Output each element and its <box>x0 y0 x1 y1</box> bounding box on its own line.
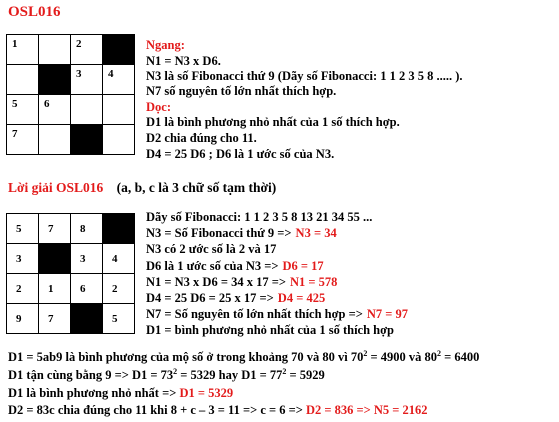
solution-step <box>146 275 337 290</box>
step-result: N1 = 578 <box>289 274 338 289</box>
black-cell <box>103 35 135 65</box>
black-cell <box>71 304 103 334</box>
cell-number: 2 <box>112 282 118 295</box>
superscript: 2 <box>363 348 368 358</box>
cell-number: 1 <box>12 38 18 50</box>
cell-number: 3 <box>16 252 22 265</box>
grid-cell <box>7 95 39 125</box>
solution-note: (a, b, c là 3 chữ số tạm thời) <box>116 180 277 195</box>
cell-number: 1 <box>48 282 54 295</box>
cell-number: 2 <box>76 38 82 50</box>
solution-line-1 <box>8 350 479 365</box>
cell-number: 6 <box>44 98 50 110</box>
grid-row <box>7 95 135 125</box>
superscript: 2 <box>282 366 287 376</box>
grid-cell <box>7 65 39 95</box>
grid-cell <box>7 125 39 155</box>
grid-cell <box>71 35 103 65</box>
grid-cell <box>71 95 103 125</box>
grid-cell <box>71 214 103 244</box>
arrow-text: => <box>356 403 371 417</box>
solution-line-2 <box>8 368 325 383</box>
down-clue: D2 chia đúng cho 11. <box>146 131 257 145</box>
down-clue: D4 = 25 D6 ; D6 là 1 ước số của N3. <box>146 147 335 161</box>
solution-line-4 <box>8 403 428 418</box>
across-clue: N7 số nguyên tố lớn nhất thích hợp. <box>146 84 337 98</box>
grid-row <box>7 35 135 65</box>
cell-number: 6 <box>80 282 86 295</box>
black-cell <box>39 244 71 274</box>
cell-number: 7 <box>48 222 54 235</box>
grid-cell <box>7 274 39 304</box>
cell-number: 9 <box>16 312 22 325</box>
line-text: D1 = 5ab9 là bình phương của mộ số ở trong khoảng 70 và 80 vì 70 <box>8 350 364 364</box>
solution-step <box>146 307 408 322</box>
black-cell <box>39 65 71 95</box>
grid-cell <box>39 95 71 125</box>
step-text: D4 = 25 D6 = 25 x 17 => <box>146 291 274 305</box>
grid-cell <box>7 244 39 274</box>
grid-row <box>7 244 135 274</box>
cell-number: 3 <box>80 252 86 265</box>
grid-cell <box>103 244 135 274</box>
black-cell <box>71 125 103 155</box>
step-text: N3 có 2 ước số là 2 và 17 <box>146 242 277 257</box>
result-text: D2 = 836 <box>305 403 354 417</box>
cell-number: 5 <box>16 222 22 235</box>
grid-cell <box>103 274 135 304</box>
grid-cell <box>103 125 135 155</box>
superscript: 2 <box>437 348 442 358</box>
step-result: D4 = 425 <box>277 291 326 305</box>
cell-number: 7 <box>12 128 18 140</box>
solution-step <box>146 242 276 257</box>
line-text: = 5329 hay D1 = 77 <box>177 368 283 382</box>
step-text: N3 = Số Fibonacci thứ 9 => <box>146 226 292 241</box>
cell-number: 4 <box>112 252 118 265</box>
line-text: = 4900 và 80 <box>367 350 438 364</box>
step-text: Dãy số Fibonacci: 1 1 2 3 5 8 13 21 34 55 ... <box>146 210 373 224</box>
solution-step <box>146 323 394 338</box>
puzzle-grid <box>6 34 135 155</box>
step-result: D6 = 17 <box>282 258 324 273</box>
grid-row <box>7 304 135 334</box>
line-text: = 5929 <box>286 368 325 382</box>
line-text: D1 tận cùng bằng 9 => D1 = 73 <box>8 368 174 382</box>
solution-grid <box>6 213 135 334</box>
cell-number: 5 <box>112 312 118 325</box>
solution-heading <box>8 180 276 196</box>
grid-cell <box>71 244 103 274</box>
step-text: D1 = bình phương nhỏ nhất của 1 số thích hợp <box>146 323 395 338</box>
down-clue: D1 là bình phương nhỏ nhất của 1 số thích hợp. <box>146 115 400 129</box>
grid-cell <box>103 304 135 334</box>
line-text: = 6400 <box>441 350 480 364</box>
grid-cell <box>39 125 71 155</box>
cell-number: 4 <box>108 68 114 80</box>
solution-line-3 <box>8 386 233 401</box>
across-clue: N1 = N3 x D6. <box>146 54 221 68</box>
grid-cell <box>39 304 71 334</box>
step-result: N7 = 97 <box>366 307 409 322</box>
line-text: D1 là bình phương nhỏ nhất => <box>8 386 177 400</box>
cell-number: 7 <box>48 312 54 325</box>
cell-number: 8 <box>80 222 86 235</box>
line-text: D2 = 83c chia đúng cho 11 khi 8 + c – 3 = 11 => c = 6 => <box>8 403 303 417</box>
grid-cell <box>71 65 103 95</box>
step-text: D6 là 1 ước số của N3 => <box>146 258 279 273</box>
solution-step <box>146 259 324 274</box>
cell-number: 5 <box>12 98 18 110</box>
result-text: D1 = 5329 <box>179 386 234 400</box>
grid-cell <box>103 65 135 95</box>
solution-title: Lời giải OSL016 <box>8 180 104 195</box>
grid-cell <box>7 304 39 334</box>
cell-number: 3 <box>76 68 82 80</box>
down-heading: Dọc: <box>146 100 171 114</box>
across-clue: N3 là số Fibonacci thứ 9 (Dãy số Fibonacci: 1 1 2 3 5 8 ..... ). <box>146 69 463 83</box>
grid-cell <box>7 35 39 65</box>
cell-number: 2 <box>16 282 22 295</box>
grid-cell <box>7 214 39 244</box>
result-text: N5 = 2162 <box>373 403 428 417</box>
solution-step <box>146 291 325 306</box>
problem-title: OSL016 <box>8 4 61 20</box>
grid-cell <box>39 35 71 65</box>
grid-cell <box>39 274 71 304</box>
grid-row <box>7 125 135 155</box>
grid-cell <box>103 95 135 125</box>
solution-step <box>146 210 372 225</box>
step-text: N1 = N3 x D6 = 34 x 17 => <box>146 274 286 289</box>
grid-row <box>7 214 135 244</box>
black-cell <box>103 214 135 244</box>
solution-step <box>146 226 337 241</box>
grid-row <box>7 274 135 304</box>
across-heading: Ngang: <box>146 38 185 52</box>
grid-row <box>7 65 135 95</box>
superscript: 2 <box>173 366 178 376</box>
step-result: N3 = 34 <box>295 226 337 241</box>
grid-cell <box>39 214 71 244</box>
step-text: N7 = Số nguyên tố lớn nhất thích hợp => <box>146 307 363 322</box>
grid-cell <box>71 274 103 304</box>
